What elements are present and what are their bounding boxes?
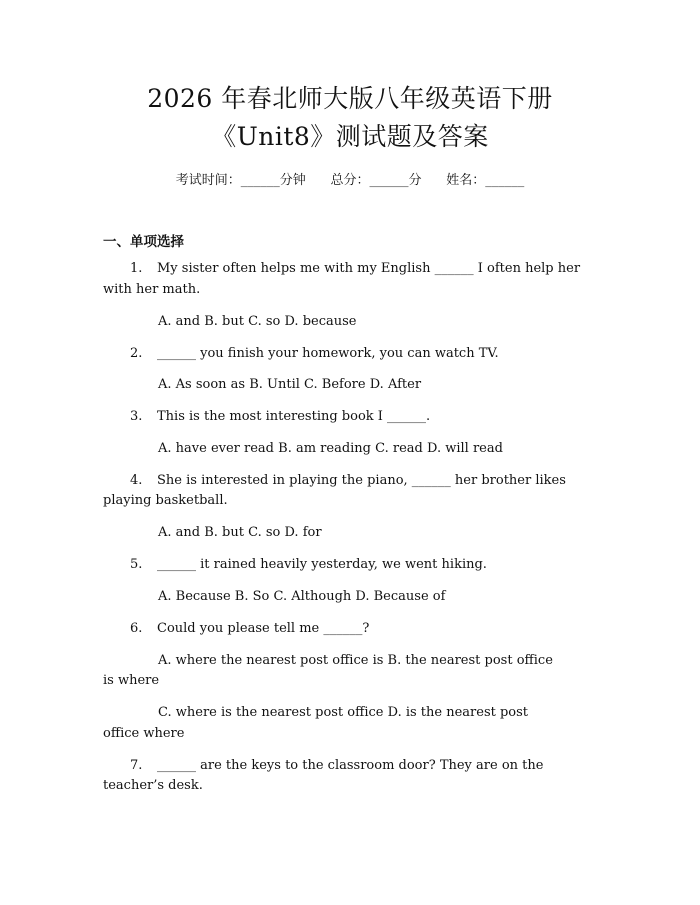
question-5-options: A. Because B. So C. Although D. Because of [158,589,446,604]
question-text: ______ it rained heavily yesterday, we went hiking. [157,557,487,572]
question-text: Could you please tell me ______? [157,621,370,636]
question-4 [130,471,566,491]
question-7 [130,756,543,776]
question-4-continuation: playing basketball. [103,493,228,508]
question-6-options-2-continuation: office where [103,726,185,741]
question-1-options: A. and B. but C. so D. because [158,314,357,329]
question-text: ______ you finish your homework, you can watch TV. [157,346,499,361]
question-7-continuation: teacher’s desk. [103,778,203,793]
question-5 [130,555,487,575]
question-text: She is interested in playing the piano, ______ her brother likes [157,473,566,488]
question-number: 4. [130,473,143,488]
question-number: 6. [130,621,143,636]
question-3-options: A. have ever read B. am reading C. read D. will read [158,441,503,456]
question-3 [130,407,430,427]
question-6-options-2: C. where is the nearest post office D. is the nearest post [158,705,529,720]
question-6 [130,619,369,639]
question-6-options-continuation: is where [103,673,160,688]
question-number: 3. [130,409,143,424]
question-2-options: A. As soon as B. Until C. Before D. After [158,377,422,392]
question-1 [130,259,580,279]
question-6-options: A. where the nearest post office is B. the nearest post office [158,653,553,668]
question-4-options: A. and B. but C. so D. for [158,525,322,540]
question-text: ______ are the keys to the classroom door? They are on the [157,758,544,773]
question-number: 7. [130,758,143,773]
section-title: 一、单项选择 [103,234,184,250]
page-title-line-1: 2026 年春北师大版八年级英语下册 [147,84,553,113]
question-text: This is the most interesting book I ______. [157,409,431,424]
question-number: 2. [130,346,143,361]
page-title-line-2: 《Unit8》测试题及答案 [211,122,489,151]
question-number: 5. [130,557,143,572]
question-1-continuation: with her math. [103,282,201,297]
question-text: My sister often helps me with my English ______ I often help her [157,261,581,276]
question-2 [130,344,499,364]
exam-info: 考试时间：______分钟 总分：______分 姓名：______ [175,173,525,188]
question-number: 1. [130,261,143,276]
